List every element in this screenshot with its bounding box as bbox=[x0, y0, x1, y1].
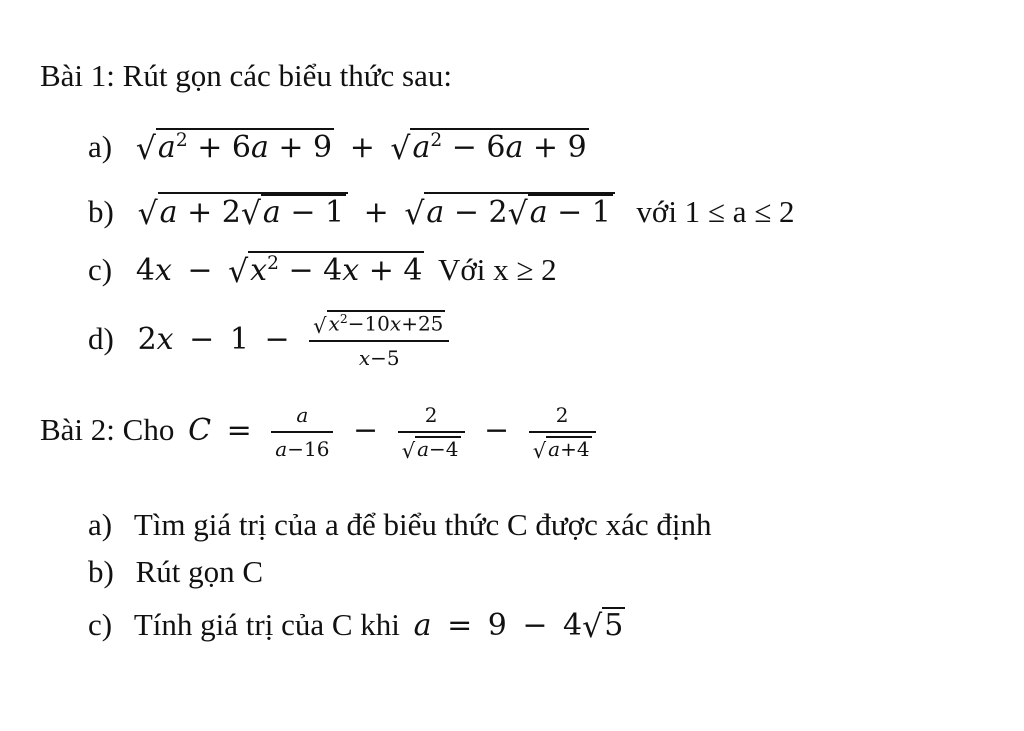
expression-a: $√a^2 + 6a + 9 + √a^2 - 6a + 9$ bbox=[135, 130, 587, 167]
item-label: c) bbox=[88, 607, 113, 642]
bai2-item-c bbox=[88, 605, 625, 646]
item-label: d) bbox=[88, 321, 114, 356]
expression-2c: a = 9 − 4√5 bbox=[413, 608, 624, 645]
bai2-item-a bbox=[88, 505, 712, 545]
bai1-item-a bbox=[88, 127, 589, 168]
item-label: a) bbox=[88, 507, 113, 542]
expression-d: 2x − 1 − $\frac{√ x^2-10x+25}{x-5}$ bbox=[138, 322, 454, 357]
expression-C: C = $\frac{a}{a-16}$ − $\frac{2}{√ a-4}$ − $\frac{2}{√ a+4}$ bbox=[188, 413, 599, 448]
bai1-item-b bbox=[88, 192, 794, 233]
bai2-title-line bbox=[40, 388, 600, 473]
item-label: b) bbox=[88, 554, 114, 589]
bai1-item-d bbox=[88, 300, 453, 379]
bai1-title: Bài 1: Rút gọn các biểu thức sau: bbox=[40, 58, 452, 93]
bai1-item-c bbox=[88, 250, 557, 291]
expression-b: √a + 2√a − 1 + √a − 2√a − 1 bbox=[138, 195, 625, 230]
condition-b: với 1 ≤ a ≤ 2 bbox=[636, 194, 795, 229]
item-text: Tính giá trị của C khi bbox=[133, 607, 400, 642]
item-label: c) bbox=[88, 252, 113, 287]
condition-c: Với x ≥ 2 bbox=[438, 252, 557, 287]
expression-c: $4x - √x^2 - 4x + 4$ bbox=[135, 253, 423, 290]
item-label: a) bbox=[88, 129, 113, 164]
item-text: Tìm giá trị của a để biểu thức C được xác định bbox=[133, 507, 712, 542]
item-label: b) bbox=[88, 194, 114, 229]
bai2-title: Bài 2: Cho bbox=[40, 412, 175, 447]
item-text: Rút gọn C bbox=[135, 554, 264, 589]
bai2-item-b bbox=[88, 552, 263, 592]
